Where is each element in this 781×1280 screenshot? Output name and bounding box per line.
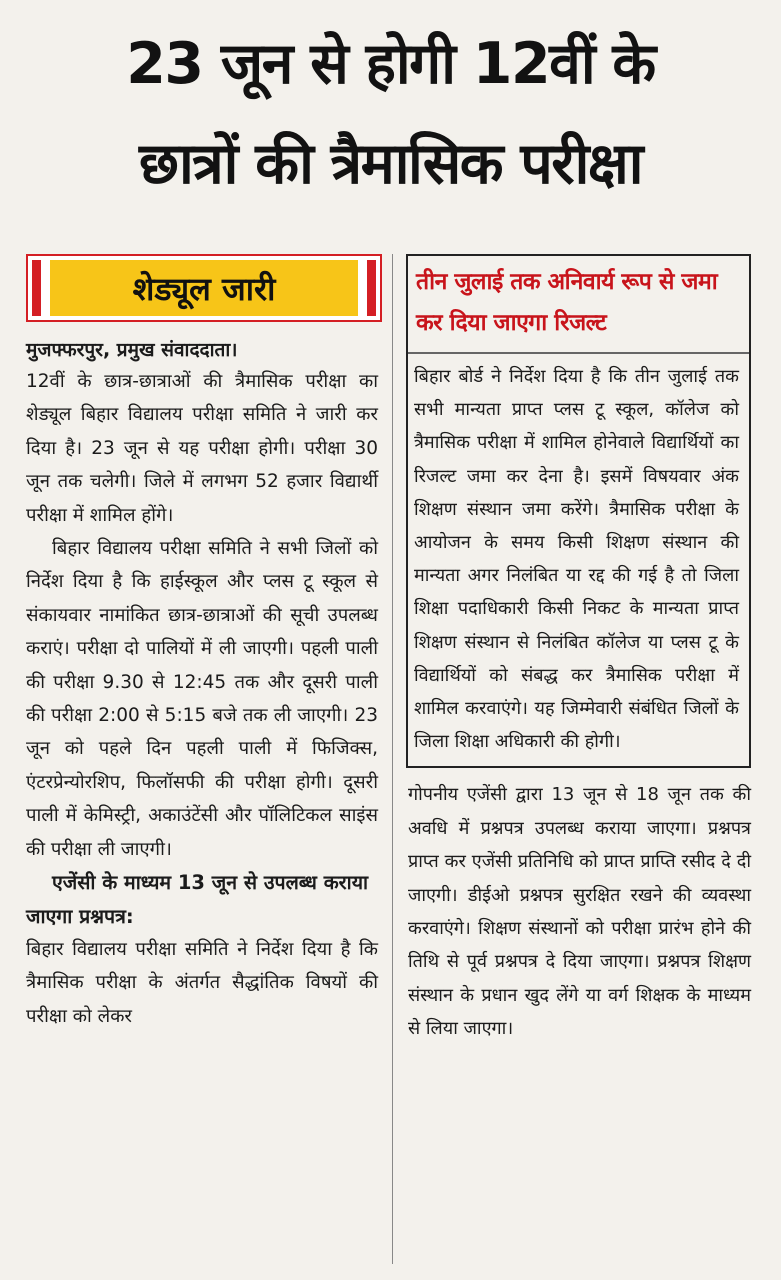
tag-label: शेड्यूल जारी — [50, 260, 358, 316]
article-paragraph-1: 12वीं के छात्र-छात्राओं की त्रैमासिक परीक्षा का शेड्यूल बिहार विद्यालय परीक्षा समिति ने जारी कर दिया है। 23 जून से यह परीक्षा होगी। परीक्षा 30 जून तक चलेगी। जिले में लगभग 52 हजार विद्यार्थी परीक्षा में शामिल होंगे। — [26, 371, 378, 526]
tag-bar-left — [32, 260, 41, 316]
right-paragraph: गोपनीय एजेंसी द्वारा 13 जून से 18 जून तक की अवधि में प्रश्नपत्र उपलब्ध कराया जाएगा। प्रश्नपत्र प्राप्त कर एजेंसी प्रतिनिधि को प्राप्त प्राप्ति रसीद दे दी जाएगी। डीईओ प्रश्नपत्र सुरक्षित रखने की व्यवस्था करवाएंगे। शिक्षण संस्थानों को परीक्षा प्रारंभ होने की तिथि से पूर्व प्रश्नपत्र दे दिया जाएगा। प्रश्नपत्र शिक्षण संस्थान के प्रधान खुद लेंगे या वर्ग शिक्षक के माध्यम से लिया जाएगा। — [408, 784, 751, 1040]
left-column — [26, 336, 378, 1033]
headline — [10, 14, 771, 214]
article-paragraph-3: बिहार विद्यालय परीक्षा समिति ने निर्देश दिया है कि त्रैमासिक परीक्षा के अंतर्गत सैद्धांतिक विषयों की परीक्षा को लेकर — [26, 938, 378, 1027]
column-divider — [392, 254, 393, 1264]
dateline: मुजफ्फरपुर, प्रमुख संवाददाता। — [26, 339, 238, 361]
right-continuation — [406, 778, 751, 1045]
right-column — [406, 254, 751, 1046]
article-paragraph-2: बिहार विद्यालय परीक्षा समिति ने सभी जिलों को निर्देश दिया है कि हाईस्कूल और प्लस टू स्कूल से संकायवार नामांकित छात्र-छात्राओं की सूची उपलब्ध कराएं। परीक्षा दो पालियों में ली जाएगी। पहली पाली की परीक्षा 9.30 से 12:45 तक और दूसरी पाली की परीक्षा 2:00 से 5:15 बजे तक ली जाएगी। 23 जून को पहले दिन पहली पाली में फिजिक्स, एंटरप्रेन्योरशिप, फिलॉसफी की परीक्षा होगी। दूसरी पाली में केमिस्ट्री, अकाउंटेंसी और पॉलिटिकल साइंस की परीक्षा ली जाएगी। — [26, 538, 378, 860]
result-box-text: बिहार बोर्ड ने निर्देश दिया है कि तीन जुलाई तक सभी मान्यता प्राप्त प्लस टू स्कूल, कॉलेज को त्रैमासिक परीक्षा में शामिल होनेवाले विद्यार्थियों का रिजल्ट जमा कर देना है। इसमें विषयवार अंक शिक्षण संस्थान जमा करेंगे। त्रैमासिक परीक्षा के आयोजन के समय किसी शिक्षण संस्थान की मान्यता अगर निलंबित या रद्द की गई है तो जिला शिक्षा पदाधिकारी किसी निकट के मान्यता प्राप्त शिक्षण संस्थान से निलंबित कॉलेज या प्लस टू के विद्यार्थियों को संबद्ध कर त्रैमासिक परीक्षा में शामिल करवाएंगे। यह जिम्मेवारी संबंधित जिलों के जिला शिक्षा अधिकारी की होगी। — [414, 366, 739, 753]
result-box-title: तीन जुलाई तक अनिवार्य रूप से जमा कर दिया जाएगा रिजल्ट — [408, 262, 749, 354]
headline-line-1: 23 जून से होगी 12वीं के — [126, 31, 655, 97]
result-box — [406, 254, 751, 768]
article-subhead: एजेंसी के माध्यम 13 जून से उपलब्ध कराया जाएगा प्रश्नपत्र: — [26, 871, 369, 928]
tag-bar-right — [367, 260, 376, 316]
headline-line-2: छात्रों की त्रैमासिक परीक्षा — [139, 131, 642, 197]
schedule-tag — [26, 254, 382, 322]
